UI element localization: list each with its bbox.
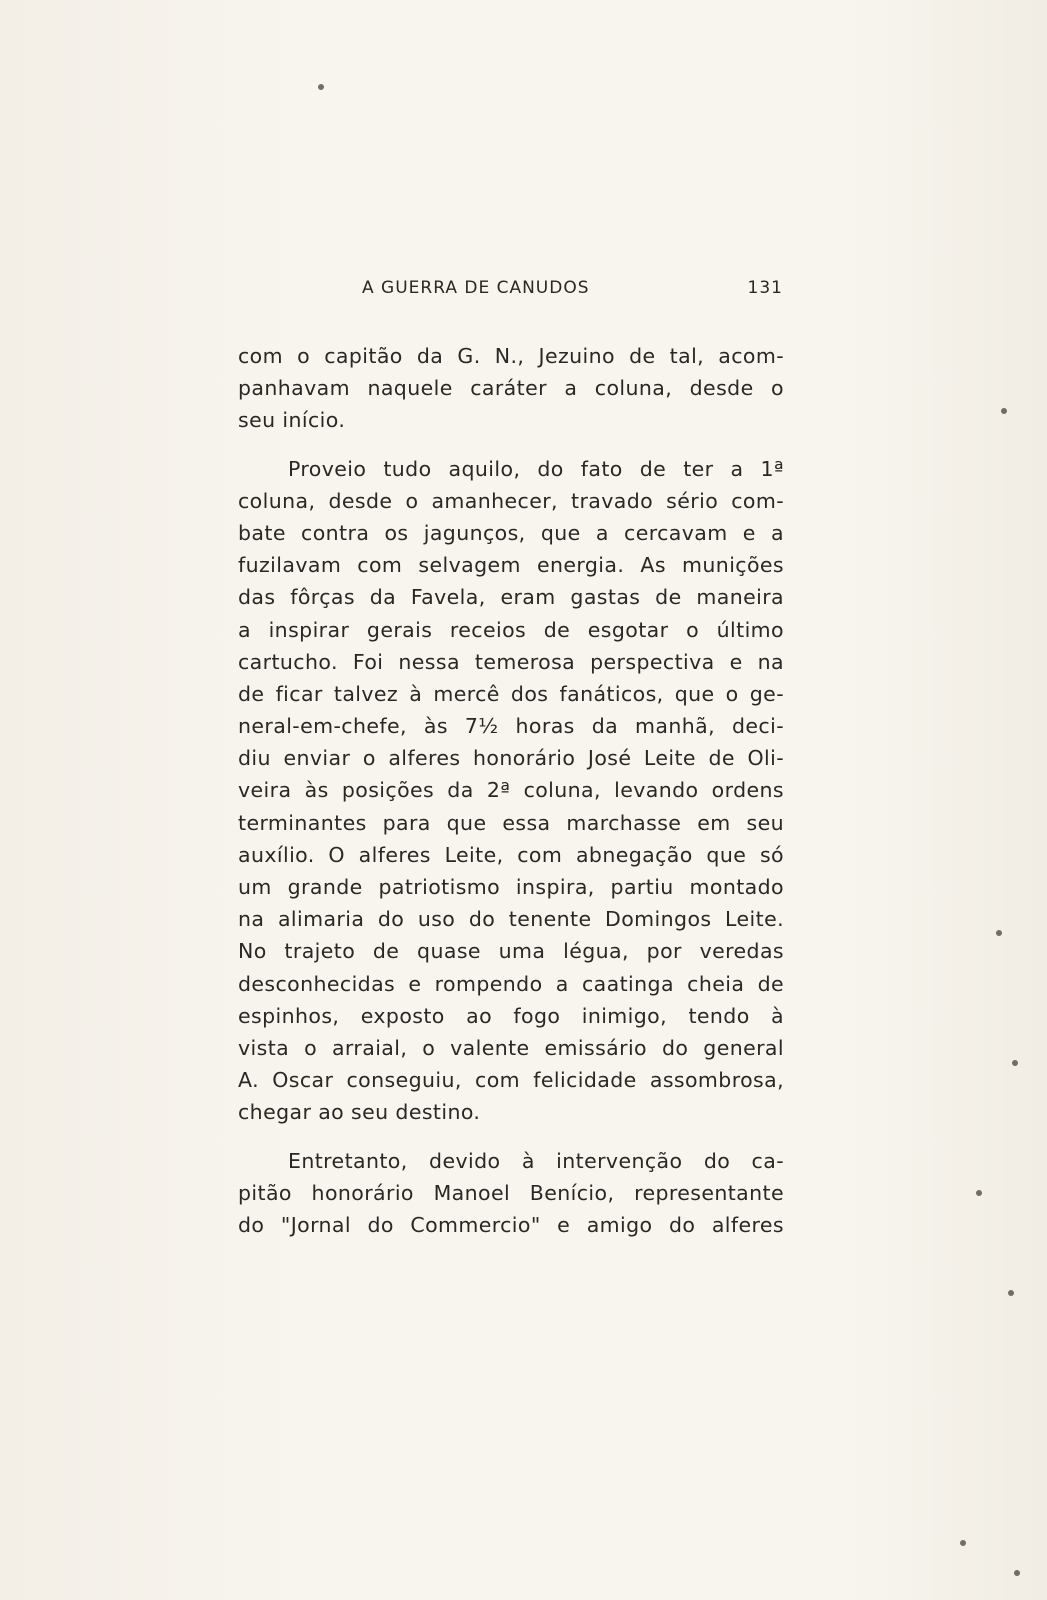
paragraph-1 <box>238 340 784 437</box>
paragraph-3 <box>238 1145 784 1242</box>
text-line: A. Oscar conseguiu, com felicidade assombrosa, <box>238 1068 784 1093</box>
text-line: vista o arraial, o valente emissário do general <box>238 1035 784 1060</box>
text-line: diu enviar o alferes honorário José Leite de Oli- <box>238 746 784 771</box>
ink-speck <box>1008 1290 1014 1296</box>
ink-speck <box>960 1540 966 1546</box>
text-line: das fôrças da Favela, eram gastas de maneira <box>238 585 784 610</box>
text-line: No trajeto de quase uma légua, por veredas <box>238 939 784 964</box>
text-line: um grande patriotismo inspira, partiu montado <box>238 875 784 899</box>
text-line: pitão honorário Manoel Benício, representante <box>238 1180 784 1205</box>
ink-speck <box>318 84 324 90</box>
text-line: neral-em-chefe, às 7½ horas da manhã, deci- <box>238 714 784 739</box>
text-line: bate contra os jagunços, que a cercavam e a <box>238 520 784 545</box>
text-line: Entretanto, devido à intervenção do ca- <box>288 1148 784 1173</box>
text-line: chegar ao seu destino. <box>238 1100 481 1125</box>
text-line: Proveio tudo aquilo, do fato de ter a 1ª <box>288 456 784 481</box>
text-line: a inspirar gerais receios de esgotar o último <box>238 617 784 642</box>
body-text <box>238 340 784 1241</box>
text-line: terminantes para que essa marchasse em seu <box>238 810 784 835</box>
text-line: desconhecidas e rompendo a caatinga cheia de <box>238 971 784 996</box>
ink-speck <box>976 1190 982 1196</box>
text-line: de ficar talvez à mercê dos fanáticos, que o ge- <box>238 681 784 706</box>
text-line: seu início. <box>238 408 346 433</box>
running-header <box>240 273 783 303</box>
text-line: espinhos, exposto ao fogo inimigo, tendo à <box>238 1003 784 1028</box>
text-line: na alimaria do uso do tenente Domingos Leite. <box>238 907 784 932</box>
text-line: com o capitão da G. N., Jezuino de tal, acom- <box>238 344 784 368</box>
text-line: cartucho. Foi nessa temerosa perspectiva e na <box>238 649 784 674</box>
text-line: fuzilavam com selvagem energia. As munições <box>238 553 784 578</box>
paragraph-2 <box>238 453 784 1129</box>
page-number: 131 <box>747 278 783 298</box>
ink-speck <box>996 930 1002 936</box>
text-line: do "Jornal do Commercio" e amigo do alferes <box>238 1212 784 1237</box>
ink-speck <box>1014 1570 1020 1576</box>
text-line: veira às posições da 2ª coluna, levando ordens <box>238 778 784 803</box>
text-line: panhavam naquele caráter a coluna, desde o <box>238 376 784 401</box>
running-title: A GUERRA DE CANUDOS <box>362 278 590 298</box>
ink-speck <box>1012 1060 1018 1066</box>
ink-speck <box>1001 408 1007 414</box>
text-line: coluna, desde o amanhecer, travado sério com- <box>238 488 784 513</box>
text-line: auxílio. O alferes Leite, com abnegação que só <box>238 842 784 867</box>
